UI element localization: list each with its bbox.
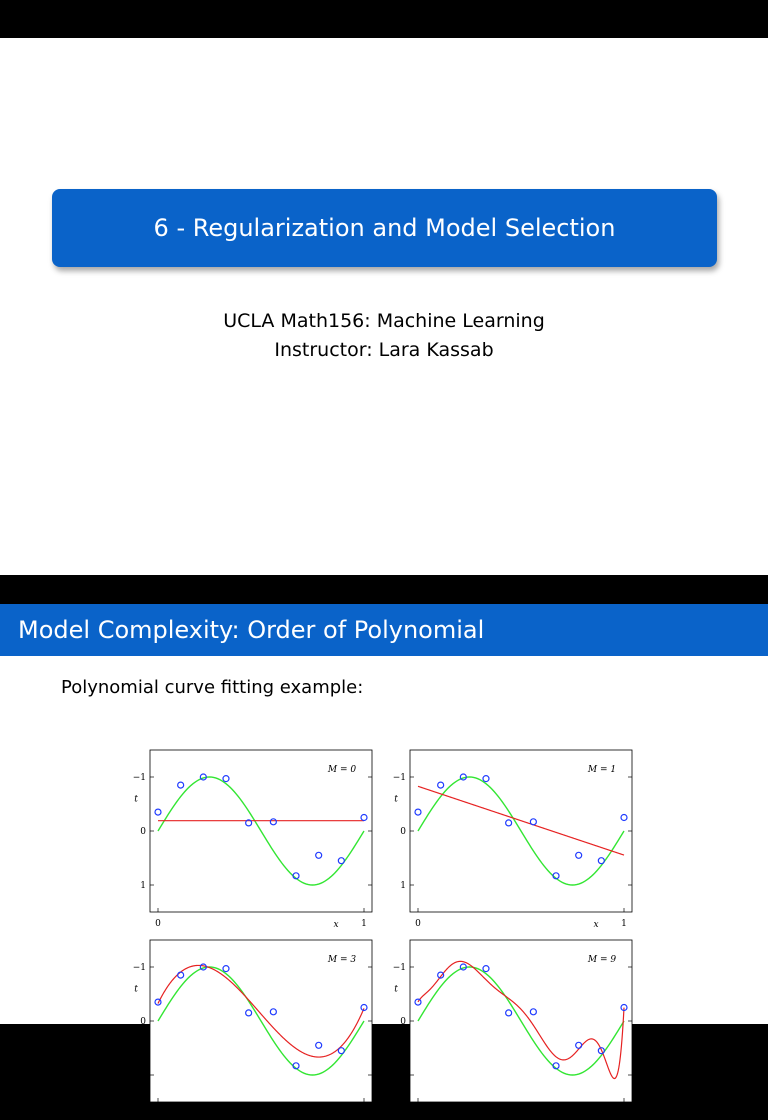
x-tick-label: 0 bbox=[155, 1109, 161, 1119]
y-tick-label: −1 bbox=[132, 773, 146, 783]
plot-m1 bbox=[380, 740, 640, 930]
y-axis-label: t bbox=[134, 794, 138, 805]
x-axis-label: x bbox=[593, 1110, 599, 1120]
model-order-label: M = 1 bbox=[587, 765, 617, 775]
x-tick-label: 1 bbox=[361, 1109, 367, 1119]
model-order-label: M = 0 bbox=[327, 765, 357, 775]
y-axis-label: t bbox=[394, 794, 398, 805]
y-axis-label: t bbox=[394, 984, 398, 995]
y-tick-label: 1 bbox=[140, 881, 146, 891]
body-text: Polynomial curve fitting example: bbox=[61, 677, 364, 698]
lecture-title-box bbox=[52, 189, 717, 267]
content-slide bbox=[0, 604, 768, 1120]
y-tick-label: 1 bbox=[400, 881, 406, 891]
x-axis-label: x bbox=[593, 920, 599, 930]
y-tick-label: 0 bbox=[140, 1017, 146, 1027]
x-tick-label: 1 bbox=[621, 1109, 627, 1119]
x-tick-label: 0 bbox=[155, 919, 161, 929]
y-tick-label: 0 bbox=[400, 1017, 406, 1027]
plot-m9 bbox=[380, 930, 640, 1120]
y-tick-label: 1 bbox=[400, 1071, 406, 1081]
y-tick-label: −1 bbox=[392, 963, 406, 973]
x-axis-label: x bbox=[333, 1110, 339, 1120]
x-tick-label: 0 bbox=[415, 919, 421, 929]
plot-m3 bbox=[120, 930, 380, 1120]
y-tick-label: −1 bbox=[132, 963, 146, 973]
lecture-title: 6 - Regularization and Model Selection bbox=[153, 214, 616, 242]
course-name: UCLA Math156: Machine Learning bbox=[223, 310, 545, 332]
x-axis-label: x bbox=[333, 920, 339, 930]
y-tick-label: −1 bbox=[392, 773, 406, 783]
x-tick-label: 1 bbox=[361, 919, 367, 929]
y-axis-label: t bbox=[134, 984, 138, 995]
y-tick-label: 0 bbox=[140, 827, 146, 837]
x-tick-label: 1 bbox=[621, 919, 627, 929]
instructor-name: Instructor: Lara Kassab bbox=[274, 339, 494, 361]
model-order-label: M = 3 bbox=[327, 955, 357, 965]
y-tick-label: 0 bbox=[400, 827, 406, 837]
plot-m0 bbox=[120, 740, 380, 930]
y-tick-label: 1 bbox=[140, 1071, 146, 1081]
title-slide bbox=[0, 38, 768, 575]
frame-title-text: Model Complexity: Order of Polynomial bbox=[18, 616, 485, 644]
frame-title bbox=[0, 604, 768, 656]
model-order-label: M = 9 bbox=[587, 955, 617, 965]
x-tick-label: 0 bbox=[415, 1109, 421, 1119]
